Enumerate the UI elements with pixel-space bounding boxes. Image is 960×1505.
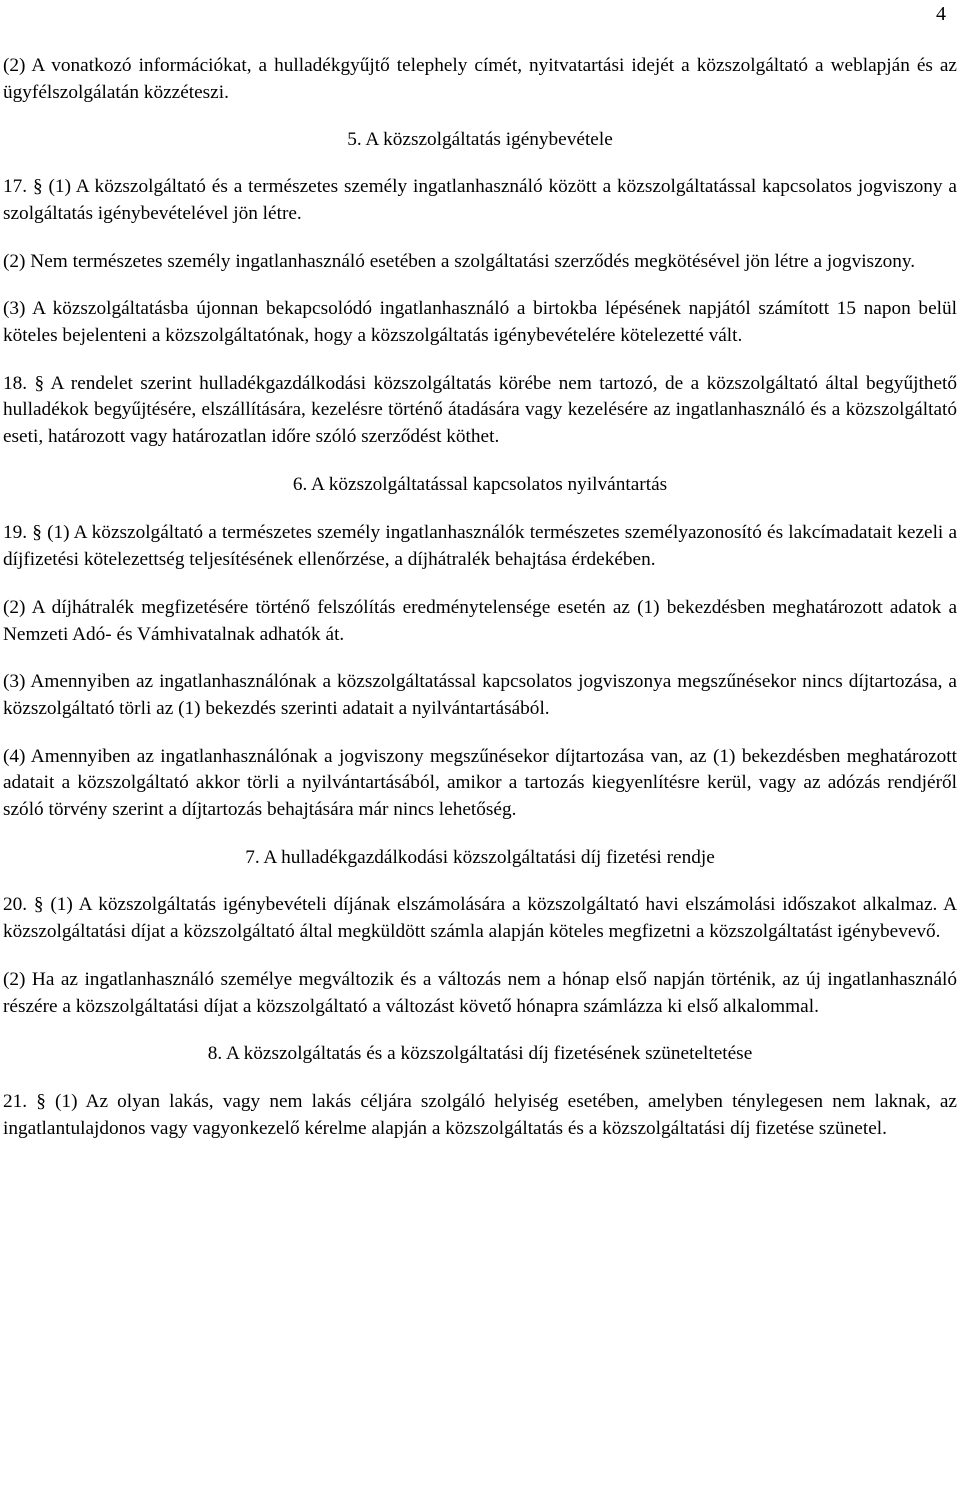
paragraph-17-1: 17. § (1) A közszolgáltató és a természetes személy ingatlanhasználó között a közszolgáltatással kapcsolatos jogviszony a szolgáltatás igénybevételével jön létre. [3, 176, 957, 224]
paragraph-17-2: (2) Nem természetes személy ingatlanhasználó esetében a szolgáltatási szerződés megkötésével jön létre a jogviszony. [3, 250, 916, 272]
section-heading-7: 7. A hulladékgazdálkodási közszolgáltatási díj fizetési rendje [245, 846, 715, 868]
section-heading-8: 8. A közszolgáltatás és a közszolgáltatási díj fizetésének szüneteltetése [207, 1043, 753, 1065]
paragraph-20-2: (2) Ha az ingatlanhasználó személye megváltozik és a változás nem a hónap első napján történik, az új ingatlanhasználó részére a közszolgáltatási díjat a közszolgáltató a változást követő hónapra számlázza ki első alkalommal. [3, 968, 957, 1017]
document-body [3, 53, 957, 1142]
paragraph-19-4: (4) Amennyiben az ingatlanhasználónak a jogviszony megszűnésekor díjtartozása van, az (1) bekezdésben meghatározott adatait a közszolgáltató akkor törli a nyilvántartásából, amikor a tartozás kiegyenlítésre kerül, vagy az adózás rendjéről szóló törvény szerint a díjtartozás behajtására már nincs lehetőség. [3, 745, 957, 821]
paragraph-19-2: (2) A díjhátralék megfizetésére történő felszólítás eredménytelensége esetén az (1) bekezdésben meghatározott adatok a Nemzeti Adó- és Vámhivatalnak adhatók át. [3, 596, 957, 645]
paragraph-18: 18. § A rendelet szerint hulladékgazdálkodási közszolgáltatás körébe nem tartozó, de a közszolgáltató által begyűjthető hulladékok begyűjtésére, elszállítására, kezelésre történő átadására vagy kezelésére az ingatlanhasználó és a közszolgáltató eseti, határozott vagy határozatlan időre szóló szerződést köthet. [3, 372, 957, 448]
paragraph-21-1: 21. § (1) Az olyan lakás, vagy nem lakás céljára szolgáló helyiség esetében, amelyben ténylegesen nem laknak, az ingatlantulajdonos vagy vagyonkezelő kérelme alapján a közszolgáltatás és a közszolgáltatási díj fizetése szünetel. [3, 1090, 957, 1139]
paragraph-16-2: (2) A vonatkozó információkat, a hulladékgyűjtő telephely címét, nyitvatartási idejét a közszolgáltató a weblapján és az ügyfélszolgálatán közzéteszi. [3, 55, 957, 103]
page-number: 4 [936, 3, 946, 25]
section-heading-5: 5. A közszolgáltatás igénybevétele [347, 129, 613, 151]
paragraph-19-3: (3) Amennyiben az ingatlanhasználónak a közszolgáltatással kapcsolatos jogviszonya megszűnésekor nincs díjtartozása, a közszolgáltató törli az (1) bekezdés szerinti adatait a nyilvántartásából. [3, 671, 957, 719]
section-heading-6: 6. A közszolgáltatással kapcsolatos nyilvántartás [292, 473, 668, 495]
paragraph-20-1: 20. § (1) A közszolgáltatás igénybevételi díjának elszámolására a közszolgáltató havi elszámolási időszakot alkalmaz. A közszolgáltatási díjat a közszolgáltató által megküldött számla alapján köteles megfizetni a közszolgáltatást igénybevevő. [3, 894, 957, 943]
paragraph-17-3: (3) A közszolgáltatásba újonnan bekapcsolódó ingatlanhasználó a birtokba lépésének napjától számított 15 napon belül köteles bejelenteni a közszolgáltatónak, hogy a közszolgáltatás igénybevételére kötelezetté vált. [3, 298, 957, 346]
paragraph-19-1: 19. § (1) A közszolgáltató a természetes személy ingatlanhasználók természetes személyazonosító és lakcímadatait kezeli a díjfizetési kötelezettség teljesítésének ellenőrzése, a díjhátralék behajtása érdekében. [3, 522, 957, 571]
